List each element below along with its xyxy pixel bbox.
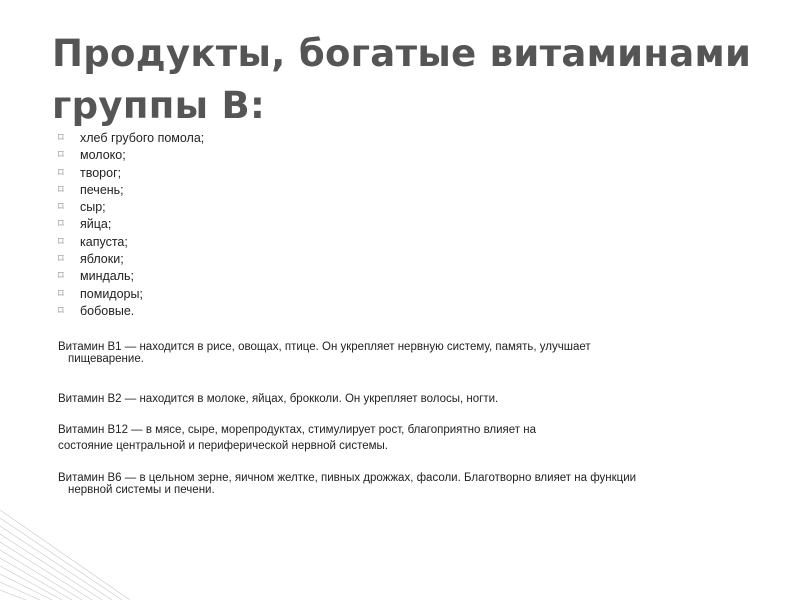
- list-item: [58, 268, 204, 285]
- paragraph-line: Витамин В2 — находится в молоке, яйцах, брокколи. Он укрепляет волосы, ногти.: [58, 393, 499, 405]
- list-item: [58, 165, 204, 182]
- paragraph-vitamin-b6: [58, 472, 748, 496]
- bullet-icon: ⌑: [58, 270, 64, 283]
- list-item: [58, 234, 204, 251]
- paragraph-line: пищеварение.: [68, 353, 144, 365]
- list-item: [58, 251, 204, 268]
- bullet-icon: ⌑: [58, 304, 64, 317]
- list-item-text: бобовые.: [80, 303, 135, 318]
- paragraph-line: Витамин В1 — находится в рисе, овощах, птице. Он укрепляет нервную систему, память, улучшает: [58, 341, 591, 353]
- bullet-icon: ⌑: [58, 166, 64, 179]
- paragraph-line: Витамин В6 — в цельном зерне, яичном желтке, пивных дрожжах, фасоли. Благотворно влияет на функции: [58, 472, 637, 484]
- paragraph-vitamin-b1: [58, 341, 748, 365]
- bullet-icon: ⌑: [58, 253, 64, 266]
- list-item-text: печень;: [80, 182, 124, 197]
- list-item-text: сыр;: [80, 200, 106, 215]
- bullet-icon: ⌑: [58, 149, 64, 162]
- product-list: [58, 130, 204, 320]
- decorative-lines: [0, 500, 130, 600]
- bullet-icon: ⌑: [58, 132, 64, 144]
- bullet-icon: ⌑: [58, 287, 64, 300]
- list-item: [58, 130, 204, 147]
- paragraph-line: нервной системы и печени.: [68, 484, 215, 496]
- paragraph-line: Витамин В12 — в мясе, сыре, морепродуктах, стимулирует рост, благоприятно влияет на: [58, 424, 537, 436]
- list-item: [58, 303, 204, 320]
- list-item-text: творог;: [80, 165, 122, 180]
- list-item-text: молоко;: [80, 148, 126, 163]
- bullet-icon: ⌑: [58, 201, 64, 214]
- list-item-text: помидоры;: [80, 286, 143, 301]
- list-item-text: яйца;: [80, 217, 112, 232]
- list-item: [58, 147, 204, 164]
- paragraph-vitamin-b2: [58, 393, 748, 405]
- bullet-icon: ⌑: [58, 183, 64, 196]
- bullet-icon: ⌑: [58, 235, 64, 248]
- list-item: [58, 182, 204, 199]
- slide-title: Продукты, богатые витаминами группы В:: [52, 32, 752, 127]
- list-item: [58, 286, 204, 303]
- paragraph-vitamin-b12: [58, 424, 748, 452]
- list-item: [58, 216, 204, 233]
- list-item: [58, 199, 204, 216]
- bullet-icon: ⌑: [58, 218, 64, 231]
- list-item-text: капуста;: [80, 234, 128, 249]
- paragraph-line: состояние центральной и периферической нервной системы.: [58, 440, 388, 452]
- list-item-text: миндаль;: [80, 269, 135, 284]
- list-item-text: хлеб грубого помола;: [80, 131, 205, 145]
- list-item-text: яблоки;: [80, 252, 124, 267]
